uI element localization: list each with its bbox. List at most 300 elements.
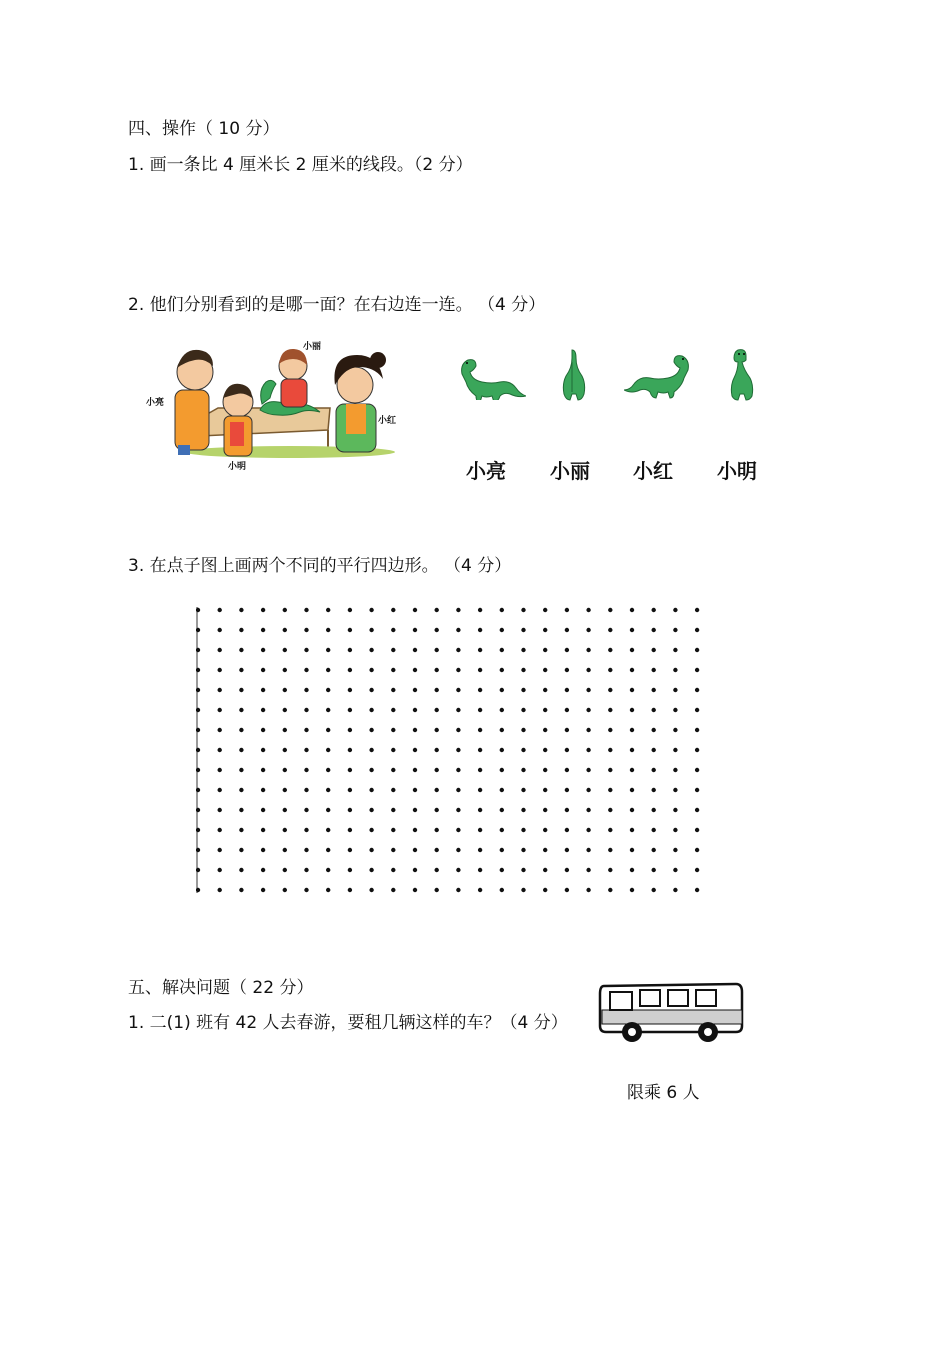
grid-dot <box>435 768 439 772</box>
grid-dot <box>326 688 330 692</box>
grid-dot <box>304 648 308 652</box>
grid-dot <box>218 608 222 612</box>
grid-dot <box>239 608 243 612</box>
grid-dot <box>565 828 569 832</box>
grid-dot <box>218 828 222 832</box>
grid-dot <box>369 788 373 792</box>
grid-dot <box>326 868 330 872</box>
grid-dot <box>565 848 569 852</box>
grid-dot <box>369 608 373 612</box>
section5-title: 五、解决问题（ 22 分） <box>128 978 314 998</box>
grid-dot <box>391 628 395 632</box>
grid-dot <box>348 628 352 632</box>
grid-dot <box>218 728 222 732</box>
grid-dot <box>673 748 677 752</box>
grid-dot <box>239 848 243 852</box>
grid-dot <box>456 708 460 712</box>
grid-dot <box>348 788 352 792</box>
grid-dot <box>456 728 460 732</box>
grid-dot <box>326 708 330 712</box>
grid-dot <box>326 628 330 632</box>
grid-dot <box>586 728 590 732</box>
dino-view-back <box>556 348 588 402</box>
grid-dot <box>196 788 200 792</box>
grid-dot <box>283 888 287 892</box>
grid-dot <box>369 828 373 832</box>
grid-dot <box>413 668 417 672</box>
grid-dot <box>369 708 373 712</box>
grid-dot <box>500 868 504 872</box>
grid-dot <box>196 668 200 672</box>
grid-dot <box>413 868 417 872</box>
grid-dot <box>695 668 699 672</box>
grid-dot <box>369 668 373 672</box>
grid-dot <box>369 628 373 632</box>
grid-dot <box>630 748 634 752</box>
grid-dot <box>283 648 287 652</box>
grid-dot <box>652 648 656 652</box>
grid-dot <box>304 728 308 732</box>
grid-dot <box>369 888 373 892</box>
grid-dot <box>304 788 308 792</box>
grid-dot <box>239 788 243 792</box>
grid-dot <box>586 828 590 832</box>
grid-dot <box>521 728 525 732</box>
grid-dot <box>695 628 699 632</box>
grid-dot <box>435 888 439 892</box>
grid-dot <box>196 868 200 872</box>
grid-dot <box>326 728 330 732</box>
grid-dot <box>218 688 222 692</box>
grid-dot <box>608 608 612 612</box>
grid-dot <box>261 708 265 712</box>
grid-dot <box>218 648 222 652</box>
grid-dot <box>652 748 656 752</box>
grid-dot <box>500 848 504 852</box>
grid-dot <box>630 788 634 792</box>
grid-dot <box>673 828 677 832</box>
grid-dot <box>283 628 287 632</box>
grid-dot <box>543 608 547 612</box>
grid-dot <box>608 708 612 712</box>
grid-dot <box>326 608 330 612</box>
grid-dot <box>239 868 243 872</box>
grid-dot <box>652 608 656 612</box>
grid-dot <box>630 828 634 832</box>
grid-dot <box>283 708 287 712</box>
grid-dot <box>326 788 330 792</box>
grid-dot <box>369 868 373 872</box>
grid-dot <box>391 788 395 792</box>
grid-dot <box>283 788 287 792</box>
grid-dot <box>652 888 656 892</box>
label-xiaohong-small: 小红 <box>378 416 397 426</box>
grid-dot <box>435 708 439 712</box>
grid-dot <box>695 688 699 692</box>
grid-dot <box>500 808 504 812</box>
grid-dot <box>304 628 308 632</box>
grid-dot <box>391 728 395 732</box>
grid-dot <box>304 888 308 892</box>
grid-dot <box>283 748 287 752</box>
grid-dot <box>608 688 612 692</box>
grid-dot <box>196 728 200 732</box>
grid-dot <box>283 808 287 812</box>
grid-dot <box>586 628 590 632</box>
grid-dot <box>543 788 547 792</box>
grid-dot <box>478 608 482 612</box>
grid-dot <box>565 708 569 712</box>
grid-dot <box>435 868 439 872</box>
grid-dot <box>521 748 525 752</box>
dino-view-front <box>726 348 758 404</box>
grid-dot <box>348 748 352 752</box>
grid-dot <box>586 688 590 692</box>
grid-dot <box>673 848 677 852</box>
grid-dot <box>261 668 265 672</box>
grid-dot <box>543 748 547 752</box>
grid-dot <box>391 808 395 812</box>
grid-dot <box>391 828 395 832</box>
grid-dot <box>543 728 547 732</box>
grid-dot <box>435 648 439 652</box>
grid-dot <box>695 828 699 832</box>
grid-dot <box>500 608 504 612</box>
grid-dot <box>304 748 308 752</box>
grid-dot <box>391 688 395 692</box>
grid-dot <box>543 768 547 772</box>
grid-dot <box>196 888 200 892</box>
grid-dot <box>348 608 352 612</box>
grid-dot <box>369 848 373 852</box>
grid-dot <box>413 608 417 612</box>
grid-dot <box>196 748 200 752</box>
grid-dot <box>543 628 547 632</box>
grid-dot <box>304 868 308 872</box>
grid-dot <box>261 688 265 692</box>
grid-dot <box>521 808 525 812</box>
grid-dot <box>695 868 699 872</box>
grid-dot <box>218 888 222 892</box>
grid-dot <box>304 668 308 672</box>
grid-dot <box>218 748 222 752</box>
grid-dot <box>261 868 265 872</box>
grid-dot <box>435 628 439 632</box>
grid-dot <box>218 848 222 852</box>
grid-dot <box>326 888 330 892</box>
grid-dot <box>630 688 634 692</box>
grid-dot <box>196 708 200 712</box>
grid-dot <box>326 668 330 672</box>
grid-dot <box>391 748 395 752</box>
question-4-3: 3. 在点子图上画两个不同的平行四边形。 （4 分） <box>128 556 512 576</box>
grid-dot <box>435 808 439 812</box>
grid-dot <box>652 688 656 692</box>
grid-dot <box>565 788 569 792</box>
grid-dot <box>695 608 699 612</box>
grid-dot <box>543 868 547 872</box>
grid-dot <box>543 848 547 852</box>
bus-capacity-caption: 限乘 6 人 <box>627 1083 700 1103</box>
grid-dot <box>261 808 265 812</box>
grid-dot <box>413 728 417 732</box>
grid-dot <box>478 868 482 872</box>
grid-dot <box>413 648 417 652</box>
grid-dot <box>261 628 265 632</box>
grid-dot <box>239 688 243 692</box>
grid-dot <box>239 628 243 632</box>
grid-dot <box>673 808 677 812</box>
grid-dot <box>304 608 308 612</box>
grid-dot <box>695 788 699 792</box>
grid-dot <box>521 768 525 772</box>
grid-dot <box>673 688 677 692</box>
grid-dot <box>630 808 634 812</box>
grid-dot <box>586 868 590 872</box>
grid-dot <box>543 828 547 832</box>
grid-dot <box>500 748 504 752</box>
grid-dot <box>521 868 525 872</box>
grid-dot <box>521 788 525 792</box>
grid-dot <box>500 768 504 772</box>
grid-dot <box>261 768 265 772</box>
grid-dot <box>695 708 699 712</box>
bus-icon <box>598 980 746 1046</box>
grid-dot <box>608 848 612 852</box>
grid-dot <box>608 788 612 792</box>
grid-dot <box>500 728 504 732</box>
grid-dot <box>456 668 460 672</box>
grid-dot <box>348 768 352 772</box>
children-table-illustration <box>140 330 400 475</box>
grid-dot <box>304 808 308 812</box>
grid-dot <box>695 648 699 652</box>
grid-dot <box>369 768 373 772</box>
grid-dot <box>543 708 547 712</box>
grid-dot <box>673 668 677 672</box>
grid-dot <box>565 608 569 612</box>
grid-dot <box>261 748 265 752</box>
grid-dot <box>565 868 569 872</box>
grid-dot <box>435 688 439 692</box>
grid-dot <box>652 808 656 812</box>
grid-dot <box>369 748 373 752</box>
grid-dot <box>630 608 634 612</box>
grid-dot <box>521 668 525 672</box>
grid-dot <box>565 748 569 752</box>
grid-dot <box>218 628 222 632</box>
grid-dot <box>500 888 504 892</box>
grid-dot <box>500 648 504 652</box>
grid-dot <box>283 608 287 612</box>
grid-dot <box>608 808 612 812</box>
grid-dot <box>413 828 417 832</box>
grid-dot <box>652 828 656 832</box>
grid-dot <box>543 808 547 812</box>
dot-grid[interactable] <box>196 607 702 897</box>
grid-dot <box>630 728 634 732</box>
grid-dot <box>673 608 677 612</box>
grid-dot <box>695 848 699 852</box>
grid-dot <box>608 628 612 632</box>
grid-dot <box>630 628 634 632</box>
grid-dot <box>196 688 200 692</box>
grid-dot <box>369 808 373 812</box>
grid-dot <box>565 888 569 892</box>
grid-dot <box>478 848 482 852</box>
grid-dot <box>391 848 395 852</box>
dino-view-side-right <box>624 352 692 402</box>
grid-dot <box>239 768 243 772</box>
grid-dot <box>391 768 395 772</box>
grid-dot <box>586 808 590 812</box>
grid-dot <box>695 728 699 732</box>
section4-title: 四、操作（ 10 分） <box>128 119 280 139</box>
grid-dot <box>413 688 417 692</box>
grid-dot <box>435 848 439 852</box>
grid-dot <box>565 768 569 772</box>
grid-dot <box>239 668 243 672</box>
grid-dot <box>435 788 439 792</box>
grid-dot <box>304 768 308 772</box>
label-xiaoming-small: 小明 <box>228 462 247 472</box>
grid-dot <box>304 848 308 852</box>
grid-dot <box>478 728 482 732</box>
grid-dot <box>630 888 634 892</box>
grid-dot <box>196 848 200 852</box>
grid-dot <box>695 808 699 812</box>
grid-dot <box>652 868 656 872</box>
grid-dot <box>586 668 590 672</box>
grid-dot <box>239 808 243 812</box>
grid-dot <box>261 648 265 652</box>
grid-dot <box>500 688 504 692</box>
grid-dot <box>608 748 612 752</box>
grid-dot <box>369 648 373 652</box>
grid-dot <box>652 728 656 732</box>
grid-dot <box>456 628 460 632</box>
grid-dot <box>586 848 590 852</box>
grid-dot <box>456 688 460 692</box>
grid-dot <box>543 648 547 652</box>
grid-dot <box>565 648 569 652</box>
grid-dot <box>521 708 525 712</box>
grid-dot <box>586 888 590 892</box>
grid-dot <box>304 688 308 692</box>
grid-dot <box>500 708 504 712</box>
grid-dot <box>521 608 525 612</box>
grid-dot <box>413 848 417 852</box>
grid-dot <box>218 808 222 812</box>
grid-dot <box>348 728 352 732</box>
grid-dot <box>283 688 287 692</box>
question-4-1: 1. 画一条比 4 厘米长 2 厘米的线段。（2 分） <box>128 155 473 175</box>
grid-dot <box>218 708 222 712</box>
grid-dot <box>500 788 504 792</box>
grid-dot <box>652 708 656 712</box>
grid-dot <box>413 708 417 712</box>
grid-dot <box>391 668 395 672</box>
grid-dot <box>348 808 352 812</box>
grid-dot <box>413 888 417 892</box>
grid-dot <box>543 888 547 892</box>
grid-dot <box>456 648 460 652</box>
grid-dot <box>478 688 482 692</box>
view-label-xiaoming: 小明 <box>717 459 757 483</box>
grid-dot <box>283 668 287 672</box>
dino-view-side-left <box>458 350 526 400</box>
grid-dot <box>456 788 460 792</box>
grid-dot <box>521 848 525 852</box>
view-label-xiaoliang: 小亮 <box>466 459 506 483</box>
grid-dot <box>565 688 569 692</box>
grid-dot <box>456 808 460 812</box>
grid-dot <box>478 808 482 812</box>
grid-dot <box>478 768 482 772</box>
question-5-1: 1. 二(1) 班有 42 人去春游，要租几辆这样的车？（4 分） <box>128 1013 568 1033</box>
grid-dot <box>239 648 243 652</box>
grid-dot <box>196 828 200 832</box>
grid-dot <box>478 828 482 832</box>
grid-dot <box>543 668 547 672</box>
grid-dot <box>586 788 590 792</box>
grid-dot <box>391 608 395 612</box>
grid-dot <box>652 768 656 772</box>
grid-dot <box>326 648 330 652</box>
grid-dot <box>261 888 265 892</box>
grid-dot <box>326 768 330 772</box>
grid-dot <box>196 608 200 612</box>
grid-dot <box>630 848 634 852</box>
grid-dot <box>456 748 460 752</box>
grid-dot <box>261 828 265 832</box>
grid-dot <box>543 688 547 692</box>
question-4-2: 2. 他们分别看到的是哪一面？在右边连一连。 （4 分） <box>128 295 546 315</box>
grid-dot <box>456 828 460 832</box>
grid-dot <box>283 728 287 732</box>
grid-dot <box>348 688 352 692</box>
grid-dot <box>478 748 482 752</box>
grid-dot <box>261 608 265 612</box>
grid-dot <box>326 828 330 832</box>
grid-dot <box>478 888 482 892</box>
grid-dot <box>261 728 265 732</box>
grid-dot <box>521 828 525 832</box>
grid-dot <box>218 788 222 792</box>
grid-dot <box>673 708 677 712</box>
grid-dot <box>413 628 417 632</box>
grid-dot <box>565 808 569 812</box>
grid-dot <box>478 788 482 792</box>
grid-dot <box>608 728 612 732</box>
grid-dot <box>478 648 482 652</box>
grid-dot <box>348 868 352 872</box>
grid-dot <box>218 868 222 872</box>
grid-dot <box>283 868 287 872</box>
grid-dot <box>369 728 373 732</box>
grid-dot <box>478 708 482 712</box>
grid-dot <box>565 628 569 632</box>
grid-dot <box>695 748 699 752</box>
grid-dot <box>630 868 634 872</box>
grid-dot <box>348 708 352 712</box>
grid-dot <box>673 728 677 732</box>
view-label-xiaohong: 小红 <box>633 459 673 483</box>
grid-dot <box>348 668 352 672</box>
grid-dot <box>652 668 656 672</box>
grid-dot <box>304 708 308 712</box>
grid-dot <box>369 688 373 692</box>
